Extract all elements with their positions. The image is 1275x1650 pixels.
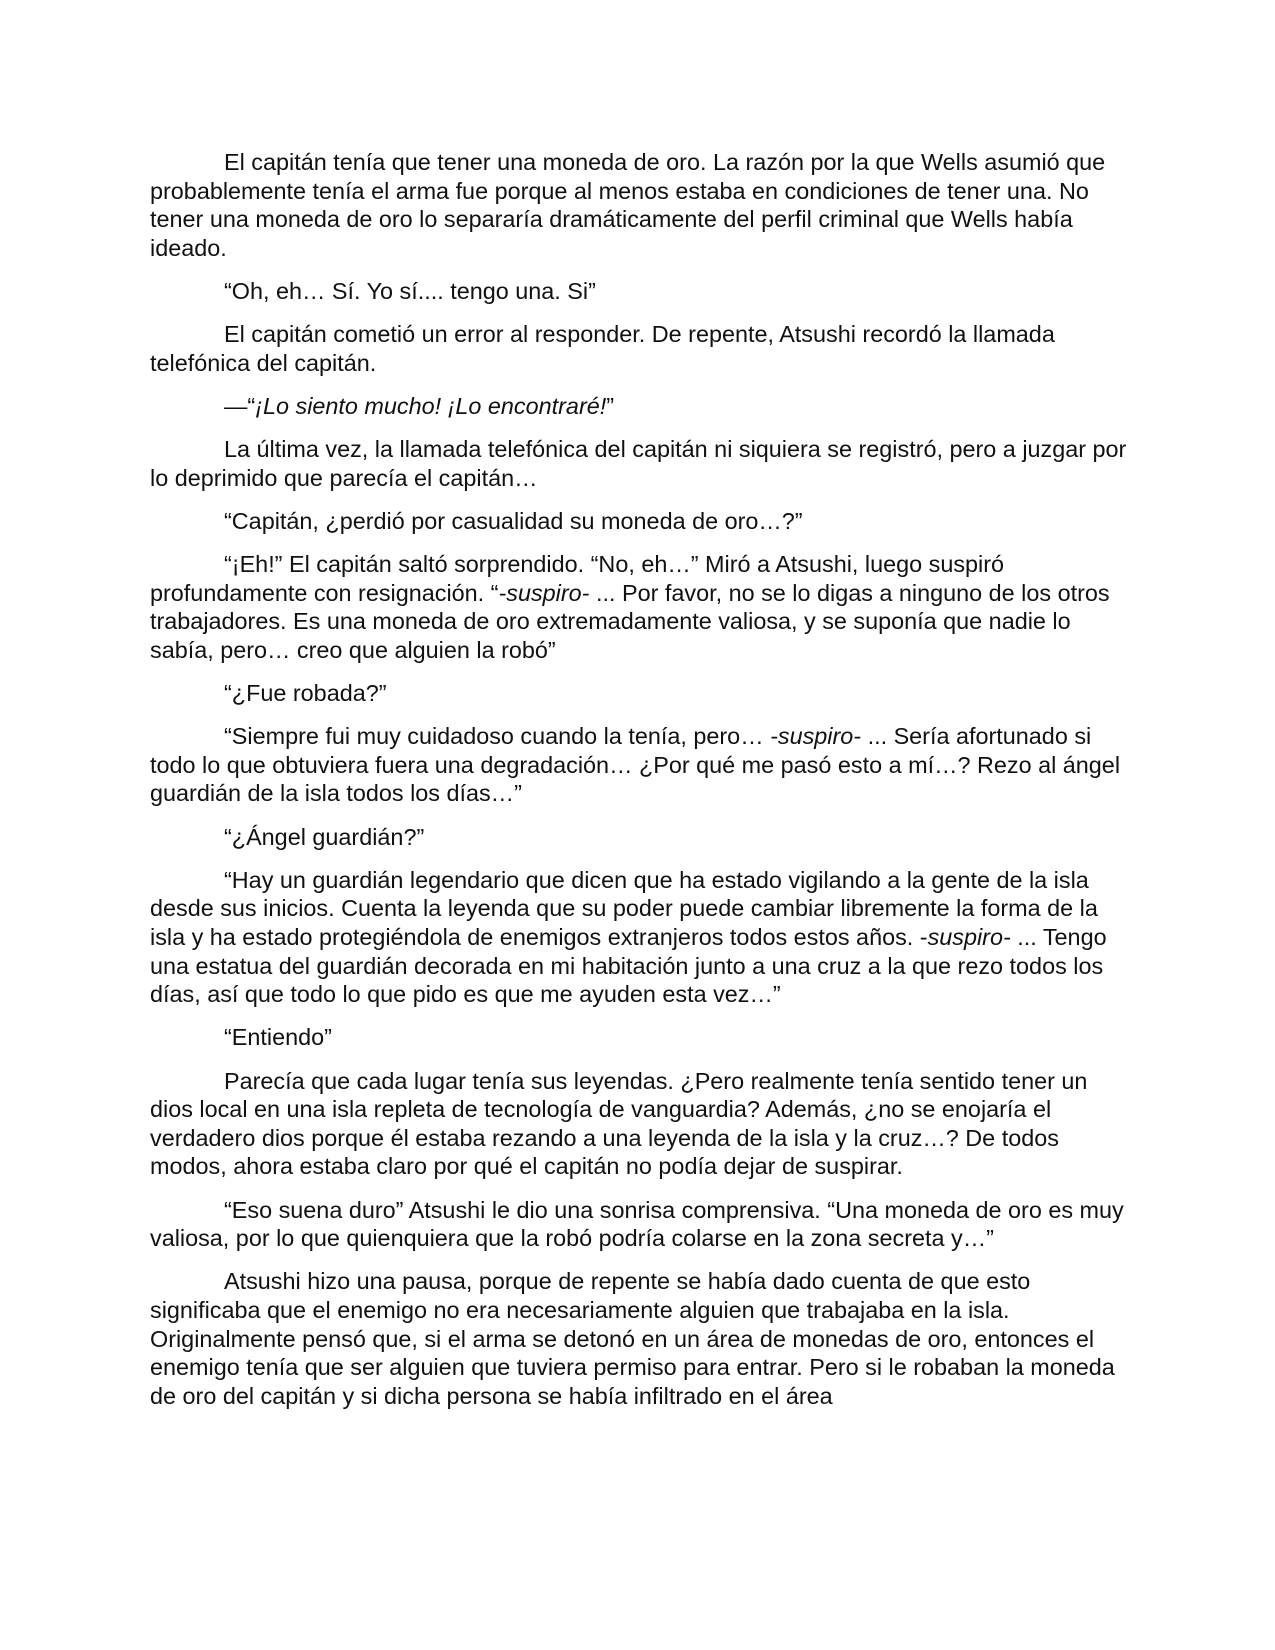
italic-text: -suspiro- bbox=[498, 579, 590, 606]
paragraph bbox=[150, 1196, 1130, 1253]
paragraph-text: La última vez, la llamada telefónica del capitán ni siquiera se registró, pero a juzgar por lo deprimido que parecía el capitán… bbox=[150, 436, 1127, 491]
paragraph-text: “Hay un guardián legendario que dicen que ha estado vigilando a la gente de la isla desde sus inicios. Cuenta la leyenda que su poder puede cambiar libremente la forma de la isla y ha estado protegiéndola de enemigos extranjeros todos estos años. - bbox=[150, 866, 1098, 950]
paragraph bbox=[150, 392, 1130, 421]
paragraph-text: “Siempre fui muy cuidadoso cuando la tenía, pero… bbox=[224, 723, 771, 750]
italic-text: suspiro- bbox=[927, 924, 1011, 950]
paragraph-text: Atsushi hizo una pausa, porque de repente se había dado cuenta de que esto significaba que el enemigo no era necesariamente alguien que trabajaba en la isla. Originalmente pensó que, si el arma se detonó en un área de monedas de oro, entonces el enemigo tenía que ser alguien que tuviera permiso para entrar. Pero si le robaban la moneda de oro del capitán y si dicha persona se había infiltrado en el área bbox=[150, 1268, 1115, 1409]
italic-text: ¡Lo siento mucho! ¡Lo encontraré! bbox=[255, 392, 607, 419]
paragraph bbox=[150, 1023, 1130, 1052]
paragraph-text: “¿Fue robada?” bbox=[224, 680, 387, 707]
paragraph bbox=[150, 679, 1130, 708]
paragraph-text: El capitán cometió un error al responder. De repente, Atsushi recordó la llamada telefónica del capitán. bbox=[150, 321, 1055, 376]
paragraph-text: ... Por favor, no se lo digas a ninguno de los otros trabajadores. Es una moneda de oro extremadamente valiosa, y se suponía que nadie lo sabía, pero… creo que alguien la robó” bbox=[150, 579, 1110, 663]
paragraph bbox=[150, 507, 1130, 536]
paragraph bbox=[150, 866, 1130, 1009]
italic-text: -suspiro- bbox=[770, 723, 862, 750]
paragraph-text: “Eso suena duro” Atsushi le dio una sonrisa comprensiva. “Una moneda de oro es muy valiosa, por lo que quienquiera que la robó podría colarse en la zona secreta y…” bbox=[150, 1196, 1124, 1252]
paragraph bbox=[150, 148, 1130, 262]
paragraph bbox=[150, 722, 1130, 808]
paragraph-text: ... Tengo una estatua del guardián decorada en mi habitación junto a una cruz a la que rezo todos los días, así que todo lo que pido es que me ayuden esta vez…” bbox=[150, 924, 1107, 1008]
paragraph bbox=[150, 550, 1130, 664]
paragraph-text: —“ bbox=[224, 392, 256, 419]
document-page bbox=[150, 148, 1130, 1410]
paragraph-text: “Capitán, ¿perdió por casualidad su moneda de oro…?” bbox=[224, 507, 803, 534]
paragraph-text: Parecía que cada lugar tenía sus leyendas. ¿Pero realmente tenía sentido tener un dios local en una isla repleta de tecnología de vanguardia? Además, ¿no se enojaría el verdadero dios porque él estaba rezando a una leyenda de la isla y la cruz…? De todos modos, ahora estaba claro por qué el capitán no podía dejar de suspirar. bbox=[150, 1067, 1088, 1180]
paragraph bbox=[150, 435, 1130, 492]
paragraph-text: “Oh, eh… Sí. Yo sí.... tengo una. Si” bbox=[224, 277, 596, 304]
paragraph-text: ... Sería afortunado si todo lo que obtuviera fuera una degradación… ¿Por qué me pasó esto a mí…? Rezo al ángel guardián de la isla todos los días…” bbox=[150, 723, 1121, 807]
paragraph bbox=[150, 277, 1130, 306]
paragraph bbox=[150, 1067, 1130, 1181]
paragraph-text: “¿Ángel guardián?” bbox=[224, 823, 425, 850]
paragraph bbox=[150, 1267, 1130, 1410]
paragraph bbox=[150, 320, 1130, 377]
paragraph-text: El capitán tenía que tener una moneda de oro. La razón por la que Wells asumió que probablemente tenía el arma fue porque al menos estaba en condiciones de tener una. No tener una moneda de oro lo separaría dramáticamente del perfil criminal que Wells había ideado. bbox=[150, 149, 1106, 261]
paragraph bbox=[150, 823, 1130, 852]
paragraph-text: “¡Eh!” El capitán saltó sorprendido. “No, eh…” Miró a Atsushi, luego suspiró profundamente con resignación. “ bbox=[150, 551, 1005, 606]
paragraph-text: ” bbox=[606, 392, 615, 419]
paragraph-text: “Entiendo” bbox=[224, 1024, 332, 1051]
